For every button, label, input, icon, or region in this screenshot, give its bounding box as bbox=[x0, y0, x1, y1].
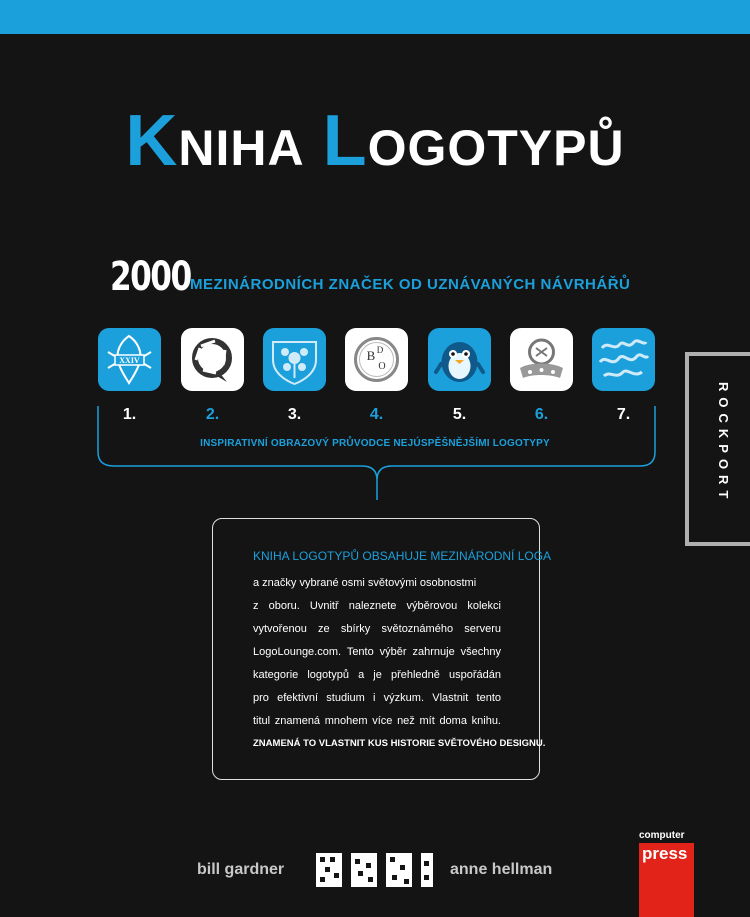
author-right: anne hellman bbox=[450, 861, 553, 878]
description-line: titul znamená mnohem více než mít doma knihu. bbox=[253, 715, 501, 727]
author-left: bill gardner bbox=[197, 861, 285, 878]
description-line: vytvořenou ze sbírky světoznámého serveru bbox=[253, 623, 501, 635]
logo-count: 2000 bbox=[110, 254, 191, 300]
description-heading: KNIHA LOGOTYPŮ OBSAHUJE MEZINÁRODNÍ LOGA bbox=[253, 549, 552, 563]
description-line: a značky vybrané osmi světovými osobnostmi bbox=[253, 577, 477, 589]
sample-number: 7. bbox=[616, 406, 631, 423]
sample-number: 2. bbox=[205, 406, 220, 423]
description-box bbox=[212, 518, 552, 780]
subtitle: MEZINÁRODNÍCH ZNAČEK OD UZNÁVANÝCH NÁVRHÁŘŮ bbox=[190, 276, 631, 293]
sample-number: 5. bbox=[452, 406, 467, 423]
book-title: KNIHA LOGOTYPŮ bbox=[125, 101, 625, 181]
rockport-tab: ROCKPORT bbox=[685, 352, 750, 546]
sample-number: 1. bbox=[122, 406, 137, 423]
pixel-logo-icon bbox=[316, 851, 436, 889]
tagline: INSPIRATIVNÍ OBRAZOVÝ PRŮVODCE NEJÚSPĚŠNĚJŠÍMI LOGOTYPY bbox=[200, 438, 550, 449]
description-line: pro efektivní studium i výzkum. Vlastnit tento bbox=[253, 692, 501, 704]
svg-text:O: O bbox=[378, 361, 386, 372]
description-line: LogoLounge.com. Tento výběr zahrnuje všechny bbox=[253, 646, 501, 658]
sample-number: 3. bbox=[287, 406, 302, 423]
sample-number: 6. bbox=[534, 406, 549, 423]
sample-number: 4. bbox=[369, 406, 384, 423]
description-line: z oboru. Uvnitř naleznete výběrovou kolekci bbox=[253, 600, 501, 612]
svg-text:XXIV: XXIV bbox=[119, 356, 140, 365]
description-line: kategorie logotypů a je přehledně uspořádán bbox=[253, 669, 501, 681]
svg-text:D: D bbox=[376, 345, 384, 355]
svg-text:B: B bbox=[366, 348, 376, 363]
description-closing: ZNAMENÁ TO VLASTNIT KUS HISTORIE SVĚTOVÉHO DESIGNU. bbox=[253, 738, 546, 749]
